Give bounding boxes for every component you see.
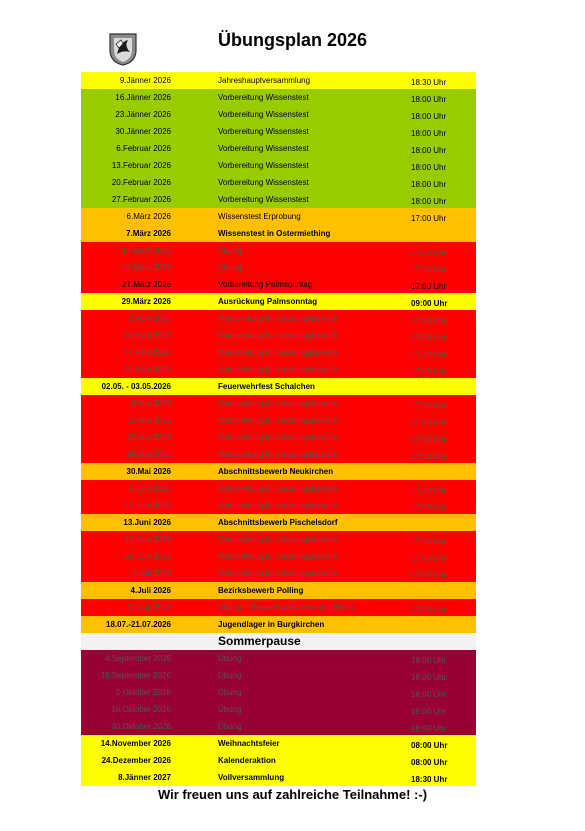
- schedule-table: [81, 72, 476, 786]
- schedule-row: [81, 667, 476, 684]
- schedule-row: [81, 378, 476, 395]
- row-date: 13.März 2026: [122, 246, 171, 255]
- row-date: 14.November 2026: [100, 739, 171, 748]
- row-time: 18:00 Uhr: [411, 180, 447, 189]
- row-date: 16.Oktober 2026: [111, 705, 171, 714]
- schedule-row: [81, 72, 476, 89]
- row-time: 17:00 Uhr: [411, 282, 447, 291]
- row-event: Übung: [218, 263, 242, 272]
- row-event: Vorbereitung für Leistungsbewerb: [218, 450, 338, 459]
- schedule-row: [81, 684, 476, 701]
- row-time: 17:00 Uhr: [411, 554, 447, 563]
- row-time: 17:00 Uhr: [411, 537, 447, 546]
- row-event: Vorbereitung Wissenstest: [218, 93, 309, 102]
- schedule-row: [81, 327, 476, 344]
- row-time: 18:00 Uhr: [411, 129, 447, 138]
- row-time: 17:00 Uhr: [411, 248, 447, 257]
- schedule-row: [81, 429, 476, 446]
- row-date: 3.April 2026: [128, 314, 171, 323]
- schedule-row: [81, 89, 476, 106]
- schedule-row: [81, 106, 476, 123]
- row-event: Jugendlager in Burgkirchen: [218, 620, 325, 629]
- row-event: Vorbereitung für Leistungsbewerb: [218, 535, 338, 544]
- row-event: Vorbereitung für Leistungsbewerb: [218, 399, 338, 408]
- schedule-row: [81, 395, 476, 412]
- schedule-row: [81, 565, 476, 582]
- row-event: Übung + Bewerbsabschluss mit Eltern: [218, 603, 354, 612]
- schedule-row: [81, 276, 476, 293]
- row-date: 3.Juli 2026: [132, 569, 171, 578]
- row-time: 17:00 Uhr: [411, 605, 447, 614]
- row-date: 26.Juni 2026: [125, 552, 171, 561]
- row-time: 17:00 Uhr: [411, 435, 447, 444]
- row-date: 5.Juni 2026: [129, 484, 171, 493]
- row-time: 17:00 Uhr: [411, 214, 447, 223]
- schedule-row: [81, 718, 476, 735]
- schedule-row: [81, 191, 476, 208]
- schedule-row: [81, 463, 476, 480]
- schedule-row: [81, 361, 476, 378]
- row-date: 17.April 2026: [123, 348, 171, 357]
- row-time: 09:00 Uhr: [411, 299, 448, 308]
- row-event: Vorbereitung für Leistungsbewerb: [218, 331, 338, 340]
- row-date: 8.Mai 2026: [131, 399, 171, 408]
- row-event: Vorbereitung für Leistungsbewerb: [218, 552, 338, 561]
- row-date: 02.05. - 03.05.2026: [101, 382, 171, 391]
- row-event: Vorbereitung für Leistungsbewerb: [218, 433, 338, 442]
- row-date: 4.Juli 2026: [130, 586, 171, 595]
- schedule-row: [81, 497, 476, 514]
- row-time: 17:00 Uhr: [411, 316, 447, 325]
- row-date: 13.Februar 2026: [111, 161, 171, 170]
- row-date: 15.Mai 2026: [126, 416, 171, 425]
- row-event: Wissenstest in Ostermiething: [218, 229, 331, 238]
- row-date: 24.Dezember 2026: [101, 756, 171, 765]
- row-time: 17:00 Uhr: [411, 401, 447, 410]
- row-date: 29.Mai 2026: [126, 450, 171, 459]
- schedule-row: [81, 157, 476, 174]
- row-time: 18:00 Uhr: [411, 146, 447, 155]
- row-event: Vorbereitung Wissenstest: [218, 178, 309, 187]
- row-event: Vorbereitung Wissenstest: [218, 195, 309, 204]
- row-event: Weihnachtsfeier: [218, 739, 280, 748]
- row-event: Übung: [218, 705, 242, 714]
- schedule-row: [81, 412, 476, 429]
- row-date: 22.Mai 2026: [126, 433, 171, 442]
- schedule-row: [81, 140, 476, 157]
- row-time: 18:00 Uhr: [411, 707, 447, 716]
- row-date: 27.März 2026: [122, 280, 171, 289]
- schedule-row: [81, 344, 476, 361]
- row-event: Vorbereitung Wissenstest: [218, 110, 309, 119]
- schedule-row: [81, 769, 476, 786]
- row-time: 17:00 Uhr: [411, 571, 447, 580]
- row-time: 17:00 Uhr: [411, 452, 447, 461]
- row-date: 18.07.-21.07.2026: [106, 620, 171, 629]
- row-date: 12.Juni 2026: [125, 501, 171, 510]
- row-time: 18:00 Uhr: [411, 197, 447, 206]
- row-date: 4.September 2026: [105, 654, 171, 663]
- row-time: 08:00 Uhr: [411, 741, 448, 750]
- row-time: 18:00 Uhr: [411, 112, 447, 121]
- schedule-row: [81, 650, 476, 667]
- row-date: 2.Oktober 2026: [115, 688, 171, 697]
- row-date: 6.Februar 2026: [116, 144, 171, 153]
- row-date: 9.Jänner 2026: [119, 76, 171, 85]
- schedule-row: [81, 293, 476, 310]
- row-date: 18.September 2026: [100, 671, 171, 680]
- page-title: Übungsplan 2026: [217, 30, 368, 50]
- row-event: Bezirksbewerb Polling: [218, 586, 304, 595]
- row-date: 10.Juli 2026: [127, 603, 171, 612]
- row-event: Abschnittsbewerb Neukirchen: [218, 467, 334, 476]
- row-event: Vorbereitung für Leistungsbewerb: [218, 348, 338, 357]
- row-date: 30.Jänner 2026: [115, 127, 171, 136]
- row-event: Übung: [218, 246, 242, 255]
- schedule-row: [81, 548, 476, 565]
- row-event: Sommerpause: [218, 634, 301, 648]
- row-event: Kalenderaktion: [218, 756, 276, 765]
- schedule-row: [81, 599, 476, 616]
- row-date: 20.März 2026: [122, 263, 171, 272]
- schedule-row: [81, 701, 476, 718]
- row-event: Vollversammlung: [218, 773, 285, 782]
- schedule-row: [81, 259, 476, 276]
- row-time: 18:30 Uhr: [411, 78, 447, 87]
- schedule-row: [81, 531, 476, 548]
- schedule-row: [81, 208, 476, 225]
- row-event: Vorbereitung für Leistungsbewerb: [218, 314, 338, 323]
- row-time: 17:00 Uhr: [411, 503, 447, 512]
- row-date: 30.Oktober 2026: [111, 722, 171, 731]
- row-date: 10.April 2026: [123, 331, 171, 340]
- row-time: 17:00 Uhr: [411, 265, 447, 274]
- row-event: Vorbereitung Wissenstest: [218, 144, 309, 153]
- row-event: Ausrückung Palmsonntag: [218, 297, 318, 306]
- row-event: Vorbereitung für Leistungsbewerb: [218, 569, 338, 578]
- row-time: 18:30 Uhr: [411, 775, 448, 784]
- row-event: Übung: [218, 722, 242, 731]
- row-time: 17:00 Uhr: [411, 333, 447, 342]
- row-date: 24.April 2026: [123, 365, 171, 374]
- row-date: 16.Jänner 2026: [115, 93, 171, 102]
- row-date: 8.Jänner 2027: [118, 773, 171, 782]
- row-event: Vorbereitung Palmsonntag: [218, 280, 313, 289]
- row-event: Jahreshauptversammlung: [218, 76, 311, 85]
- row-date: 7.März 2026: [126, 229, 171, 238]
- schedule-row: [81, 174, 476, 191]
- row-event: Abschnittsbewerb Pischelsdorf: [218, 518, 338, 527]
- schedule-row: [81, 616, 476, 633]
- schedule-row: [81, 582, 476, 599]
- row-date: 19.Juni 2026: [125, 535, 171, 544]
- row-time: 18:00 Uhr: [411, 163, 447, 172]
- row-event: Übung: [218, 671, 242, 680]
- row-event: Übung: [218, 688, 242, 697]
- row-time: 18:00 Uhr: [411, 673, 447, 682]
- row-event: Vorbereitung für Leistungsbewerb: [218, 416, 338, 425]
- row-date: 29.März 2026: [121, 297, 171, 306]
- row-time: 17:00 Uhr: [411, 367, 447, 376]
- row-date: 20.Februar 2026: [111, 178, 171, 187]
- row-event: Wissenstest Erprobung: [218, 212, 301, 221]
- row-event: Übung: [218, 654, 242, 663]
- row-time: 18:00 Uhr: [411, 95, 447, 104]
- row-date: 13.Juni 2026: [123, 518, 171, 527]
- schedule-row: [81, 123, 476, 140]
- row-event: Vorbereitung Wissenstest: [218, 161, 309, 170]
- schedule-row: [81, 480, 476, 497]
- row-time: 18:00 Uhr: [411, 690, 447, 699]
- row-time: 17:00 Uhr: [411, 486, 447, 495]
- schedule-row: [81, 446, 476, 463]
- schedule-row: [81, 752, 476, 769]
- row-time: 18:00 Uhr: [411, 656, 447, 665]
- row-event: Vorbereitung für Leistungsbewerb: [218, 484, 338, 493]
- row-date: 27.Februar 2026: [111, 195, 171, 204]
- row-event: Vorbereitung für Leistungsbewerb: [218, 501, 338, 510]
- row-time: 08:00 Uhr: [411, 758, 448, 767]
- row-time: 17:00 Uhr: [411, 350, 447, 359]
- row-event: Vorbereitung Wissenstest: [218, 127, 309, 136]
- row-event: Vorbereitung für Leistungsbewerb: [218, 365, 338, 374]
- row-date: 6.März 2026: [126, 212, 171, 221]
- row-event: Feuerwehrfest Schalchen: [218, 382, 315, 391]
- section-heading-row: [81, 633, 476, 650]
- schedule-row: [81, 735, 476, 752]
- schedule-row: [81, 242, 476, 259]
- row-date: 30.Mai 2026: [126, 467, 171, 476]
- row-time: 18:00 Uhr: [411, 724, 447, 733]
- row-time: 17:00 Uhr: [411, 418, 447, 427]
- schedule-row: [81, 514, 476, 531]
- schedule-row: [81, 225, 476, 242]
- schedule-row: [81, 310, 476, 327]
- footer-message: Wir freuen uns auf zahlreiche Teilnahme! :-): [157, 787, 428, 802]
- row-date: 23.Jänner 2026: [115, 110, 171, 119]
